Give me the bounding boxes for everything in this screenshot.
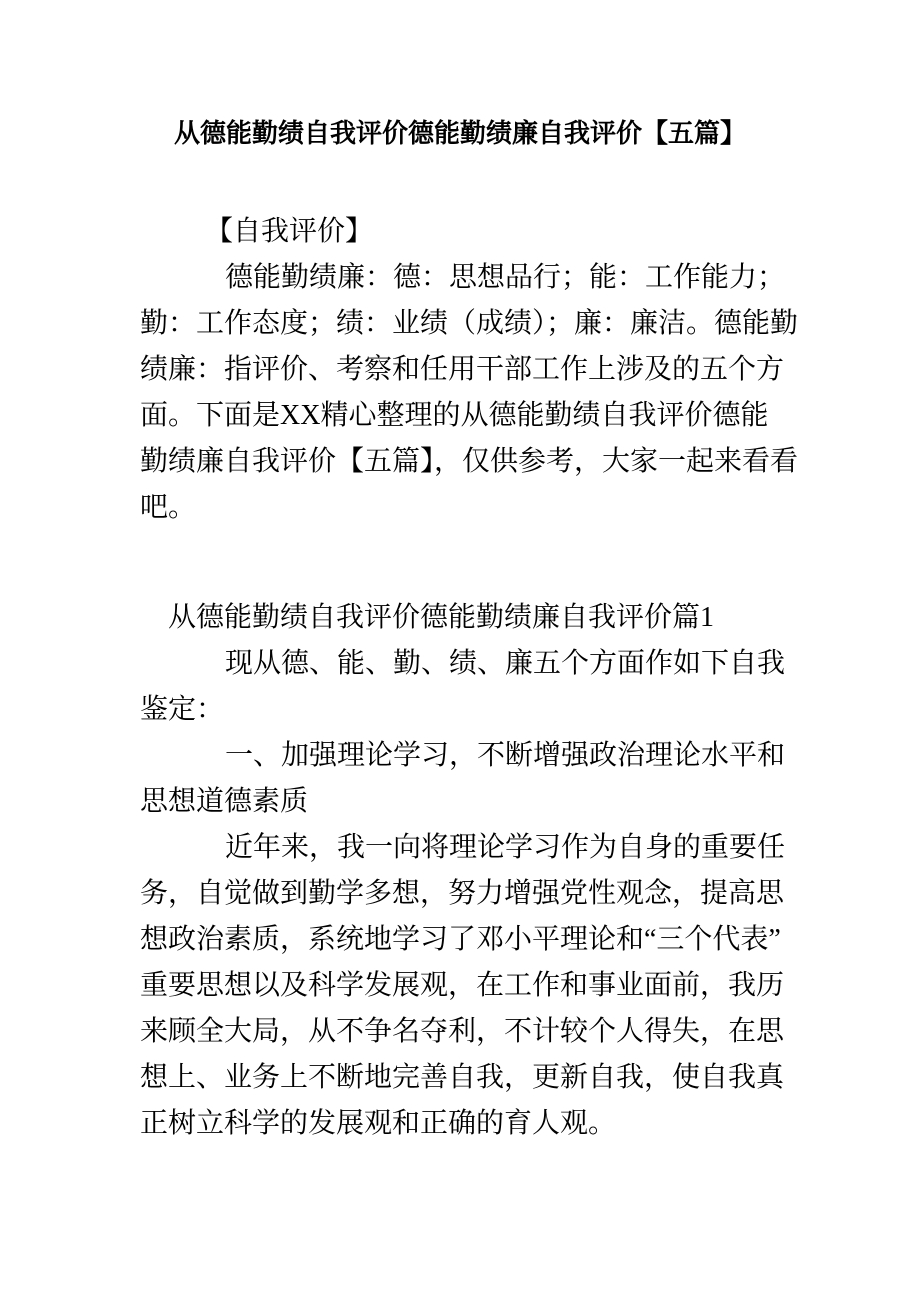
text-line: 思想道德素质 xyxy=(140,786,309,817)
text-line: 正树立科学的发展观和正确的育人观。 xyxy=(140,1108,617,1139)
text-line: 德能勤绩廉：德：思想品行；能：工作能力； xyxy=(225,262,786,293)
section-label: 【自我评价】 xyxy=(205,216,374,247)
text-line: 务，自觉做到勤学多想，努力增强党性观念，提高思 xyxy=(140,878,785,909)
text-line: 绩廉：指评价、考察和任用干部工作上涉及的五个方 xyxy=(140,354,785,385)
intro-paragraph xyxy=(140,255,799,531)
chapter-heading: 从德能勤绩自我评价德能勤绩廉自我评价篇1 xyxy=(168,602,715,633)
paragraph-1 xyxy=(140,641,790,733)
document-title: 从德能勤绩自我评价德能勤绩廉自我评价【五篇】 xyxy=(173,119,746,148)
text-line: 鉴定： xyxy=(140,694,225,725)
text-line: 勤绩廉自我评价【五篇】，仅供参考，大家一起来看看 xyxy=(140,446,799,477)
paragraph-2 xyxy=(140,733,790,825)
text-line: 现从德、能、勤、绩、廉五个方面作如下自我 xyxy=(225,648,786,679)
text-line: 吧。 xyxy=(140,492,197,523)
text-line: 面。下面是XX精心整理的从德能勤绩自我评价德能 xyxy=(140,400,769,431)
paragraph-3 xyxy=(140,825,790,1147)
text-line: 来顾全大局，从不争名夺利，不计较个人得失，在思 xyxy=(140,1016,785,1047)
text-line: 近年来，我一向将理论学习作为自身的重要任 xyxy=(225,832,786,863)
text-line: 想上、业务上不断地完善自我，更新自我，使自我真 xyxy=(140,1062,785,1093)
text-line: 一、加强理论学习，不断增强政治理论水平和 xyxy=(225,740,786,771)
text-line: 重要思想以及科学发展观，在工作和事业面前，我历 xyxy=(140,970,785,1001)
text-line: 勤：工作态度；绩：业绩（成绩）；廉：廉洁。德能勤 xyxy=(140,308,799,339)
text-line: 想政治素质，系统地学习了邓小平理论和“三个代表” xyxy=(140,924,781,955)
